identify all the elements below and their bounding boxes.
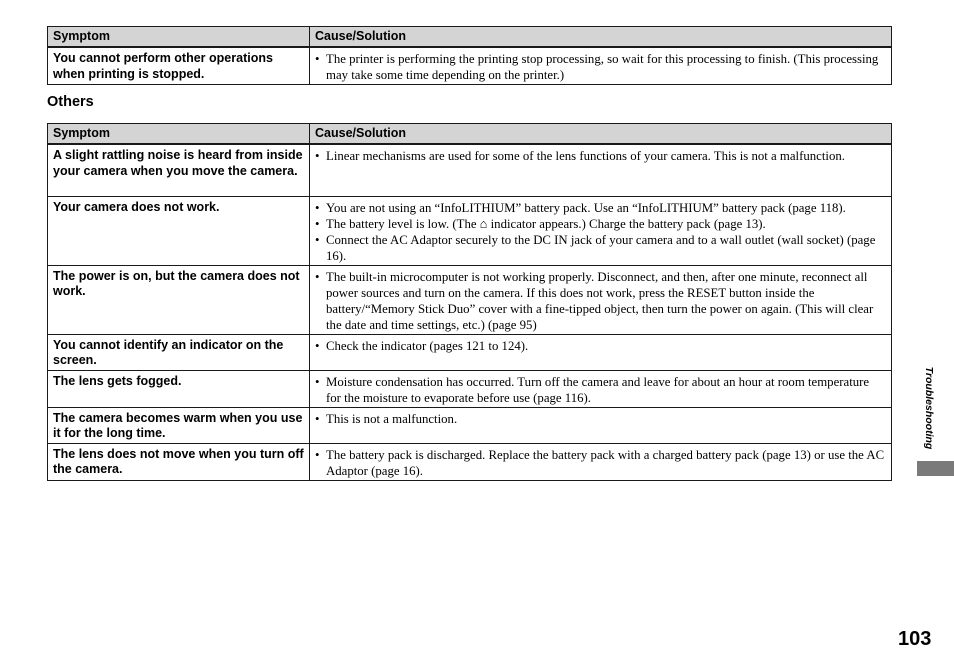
solution-item: • Linear mechanisms are used for some of the lens functions of your camera. This is not a malfunction. — [315, 148, 886, 164]
solution-cell — [310, 47, 892, 85]
symptom-table-printing — [47, 26, 892, 85]
solution-item: • The battery pack is discharged. Replace the battery pack with a charged battery pack (page 13) or use the AC Adaptor (page 16). — [315, 447, 886, 479]
section-side-label: Troubleshooting — [923, 366, 935, 450]
header-symptom: Symptom — [48, 124, 310, 145]
symptom-cell: The lens does not move when you turn off the camera. — [48, 443, 310, 480]
header-cause-solution: Cause/Solution — [310, 27, 892, 48]
symptom-cell: A slight rattling noise is heard from inside your camera when you move the camera. — [48, 144, 310, 196]
table-row — [48, 144, 892, 196]
table-row — [48, 47, 892, 85]
section-title-others: Others — [47, 94, 94, 110]
solution-cell — [310, 265, 892, 334]
solution-cell — [310, 196, 892, 265]
solution-item: • This is not a malfunction. — [315, 411, 886, 427]
solution-item: • The built-in microcomputer is not working properly. Disconnect, and then, after one minute, reconnect all power sources and turn on the camera. If this does not work, press the RESET button inside the battery/“Memory Stick Duo” cover with a fine-tipped object, then turn the power on again. (This will clear the date and time settings, etc.) (page 95) — [315, 269, 886, 333]
page-number: 103 — [898, 628, 932, 650]
header-cause-solution: Cause/Solution — [310, 124, 892, 145]
solution-item: • Connect the AC Adaptor securely to the DC IN jack of your camera and to a wall outlet (wall socket) (page 16). — [315, 232, 886, 264]
symptom-cell: The camera becomes warm when you use it for the long time. — [48, 407, 310, 443]
table-row — [48, 196, 892, 265]
table-header-row — [48, 124, 892, 145]
symptom-table-others — [47, 123, 892, 481]
table-row — [48, 334, 892, 370]
symptom-cell: The power is on, but the camera does not work. — [48, 265, 310, 334]
symptom-cell: You cannot perform other operations when printing is stopped. — [48, 47, 310, 85]
table-row — [48, 265, 892, 334]
solution-item: • The printer is performing the printing stop processing, so wait for this processing to finish. (This processing may take some time depending on the printer.) — [315, 51, 886, 83]
symptom-cell: The lens gets fogged. — [48, 370, 310, 407]
solution-cell — [310, 334, 892, 370]
section-tab-marker — [917, 461, 954, 476]
solution-item: • The battery level is low. (The ⌂ indicator appears.) Charge the battery pack (page 13). — [315, 216, 886, 232]
table-row — [48, 370, 892, 407]
solution-cell — [310, 443, 892, 480]
symptom-cell: You cannot identify an indicator on the screen. — [48, 334, 310, 370]
table-row — [48, 407, 892, 443]
header-symptom: Symptom — [48, 27, 310, 48]
solution-cell — [310, 407, 892, 443]
solution-cell — [310, 370, 892, 407]
table-header-row — [48, 27, 892, 48]
solution-item: • Moisture condensation has occurred. Turn off the camera and leave for about an hour at room temperature for the moisture to evaporate before use (page 116). — [315, 374, 886, 406]
solution-item: • You are not using an “InfoLITHIUM” battery pack. Use an “InfoLITHIUM” battery pack (page 118). — [315, 200, 886, 216]
table-row — [48, 443, 892, 480]
solution-item: • Check the indicator (pages 121 to 124). — [315, 338, 886, 354]
solution-cell — [310, 144, 892, 196]
symptom-cell: Your camera does not work. — [48, 196, 310, 265]
